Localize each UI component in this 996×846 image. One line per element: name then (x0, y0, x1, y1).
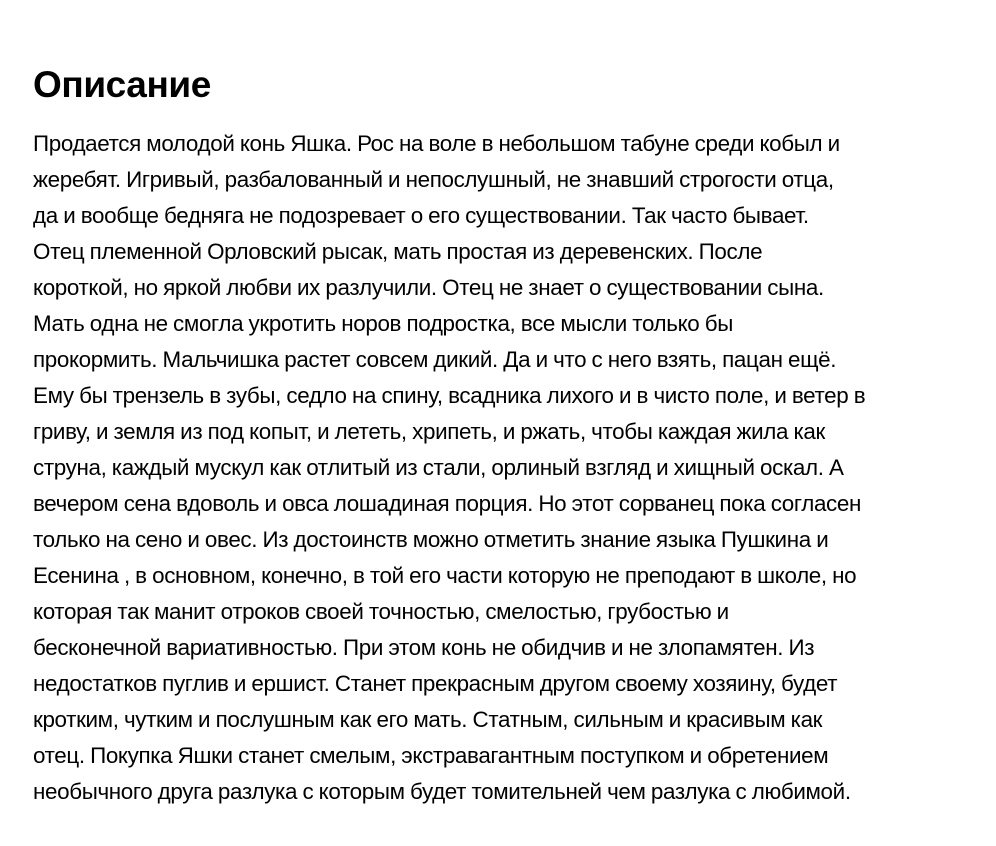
description-text (33, 126, 991, 810)
description-line: вечером сена вдоволь и овса лошадиная порция. Но этот сорванец пока согласен (33, 491, 862, 516)
description-line: кротким, чутким и послушным как его мать. Статным, сильным и красивым как (33, 707, 823, 732)
description-line: Мать одна не смогла укротить норов подростка, все мысли только бы (33, 311, 733, 336)
description-line: Есенина , в основном, конечно, в той его части которую не преподают в школе, но (33, 563, 857, 588)
description-line: короткой, но яркой любви их разлучили. Отец не знает о существовании сына. (33, 275, 824, 300)
description-line: Отец племенной Орловский рысак, мать простая из деревенских. После (33, 239, 763, 264)
description-line: отец. Покупка Яшки станет смелым, экстравагантным поступком и обретением (33, 743, 829, 768)
description-line: прокормить. Мальчишка растет совсем дикий. Да и что с него взять, пацан ещё. (33, 347, 837, 372)
description-line: бесконечной вариативностью. При этом конь не обидчив и не злопамятен. Из (33, 635, 815, 660)
description-line: только на сено и овес. Из достоинств можно отметить знание языка Пушкина и (33, 527, 829, 552)
description-line: необычного друга разлука с которым будет томительней чем разлука с любимой. (33, 779, 851, 804)
description-line: жеребят. Игривый, разбалованный и непослушный, не знавший строгости отца, (33, 167, 834, 192)
description-line: да и вообще бедняга не подозревает о его существовании. Так часто бывает. (33, 203, 809, 228)
description-line: Продается молодой конь Яшка. Рос на воле в небольшом табуне среди кобыл и (33, 131, 840, 156)
description-section (33, 62, 991, 810)
description-line: которая так манит отроков своей точностью, смелостью, грубостью и (33, 599, 729, 624)
description-line: недостатков пуглив и ершист. Станет прекрасным другом своему хозяину, будет (33, 671, 838, 696)
description-line: струна, каждый мускул как отлитый из стали, орлиный взгляд и хищный оскал. А (33, 455, 844, 480)
description-line: гриву, и земля из под копыт, и лететь, хрипеть, и ржать, чтобы каждая жила как (33, 419, 825, 444)
description-title: Описание (33, 64, 211, 105)
description-line: Ему бы трензель в зубы, седло на спину, всадника лихого и в чисто поле, и ветер в (33, 383, 866, 408)
